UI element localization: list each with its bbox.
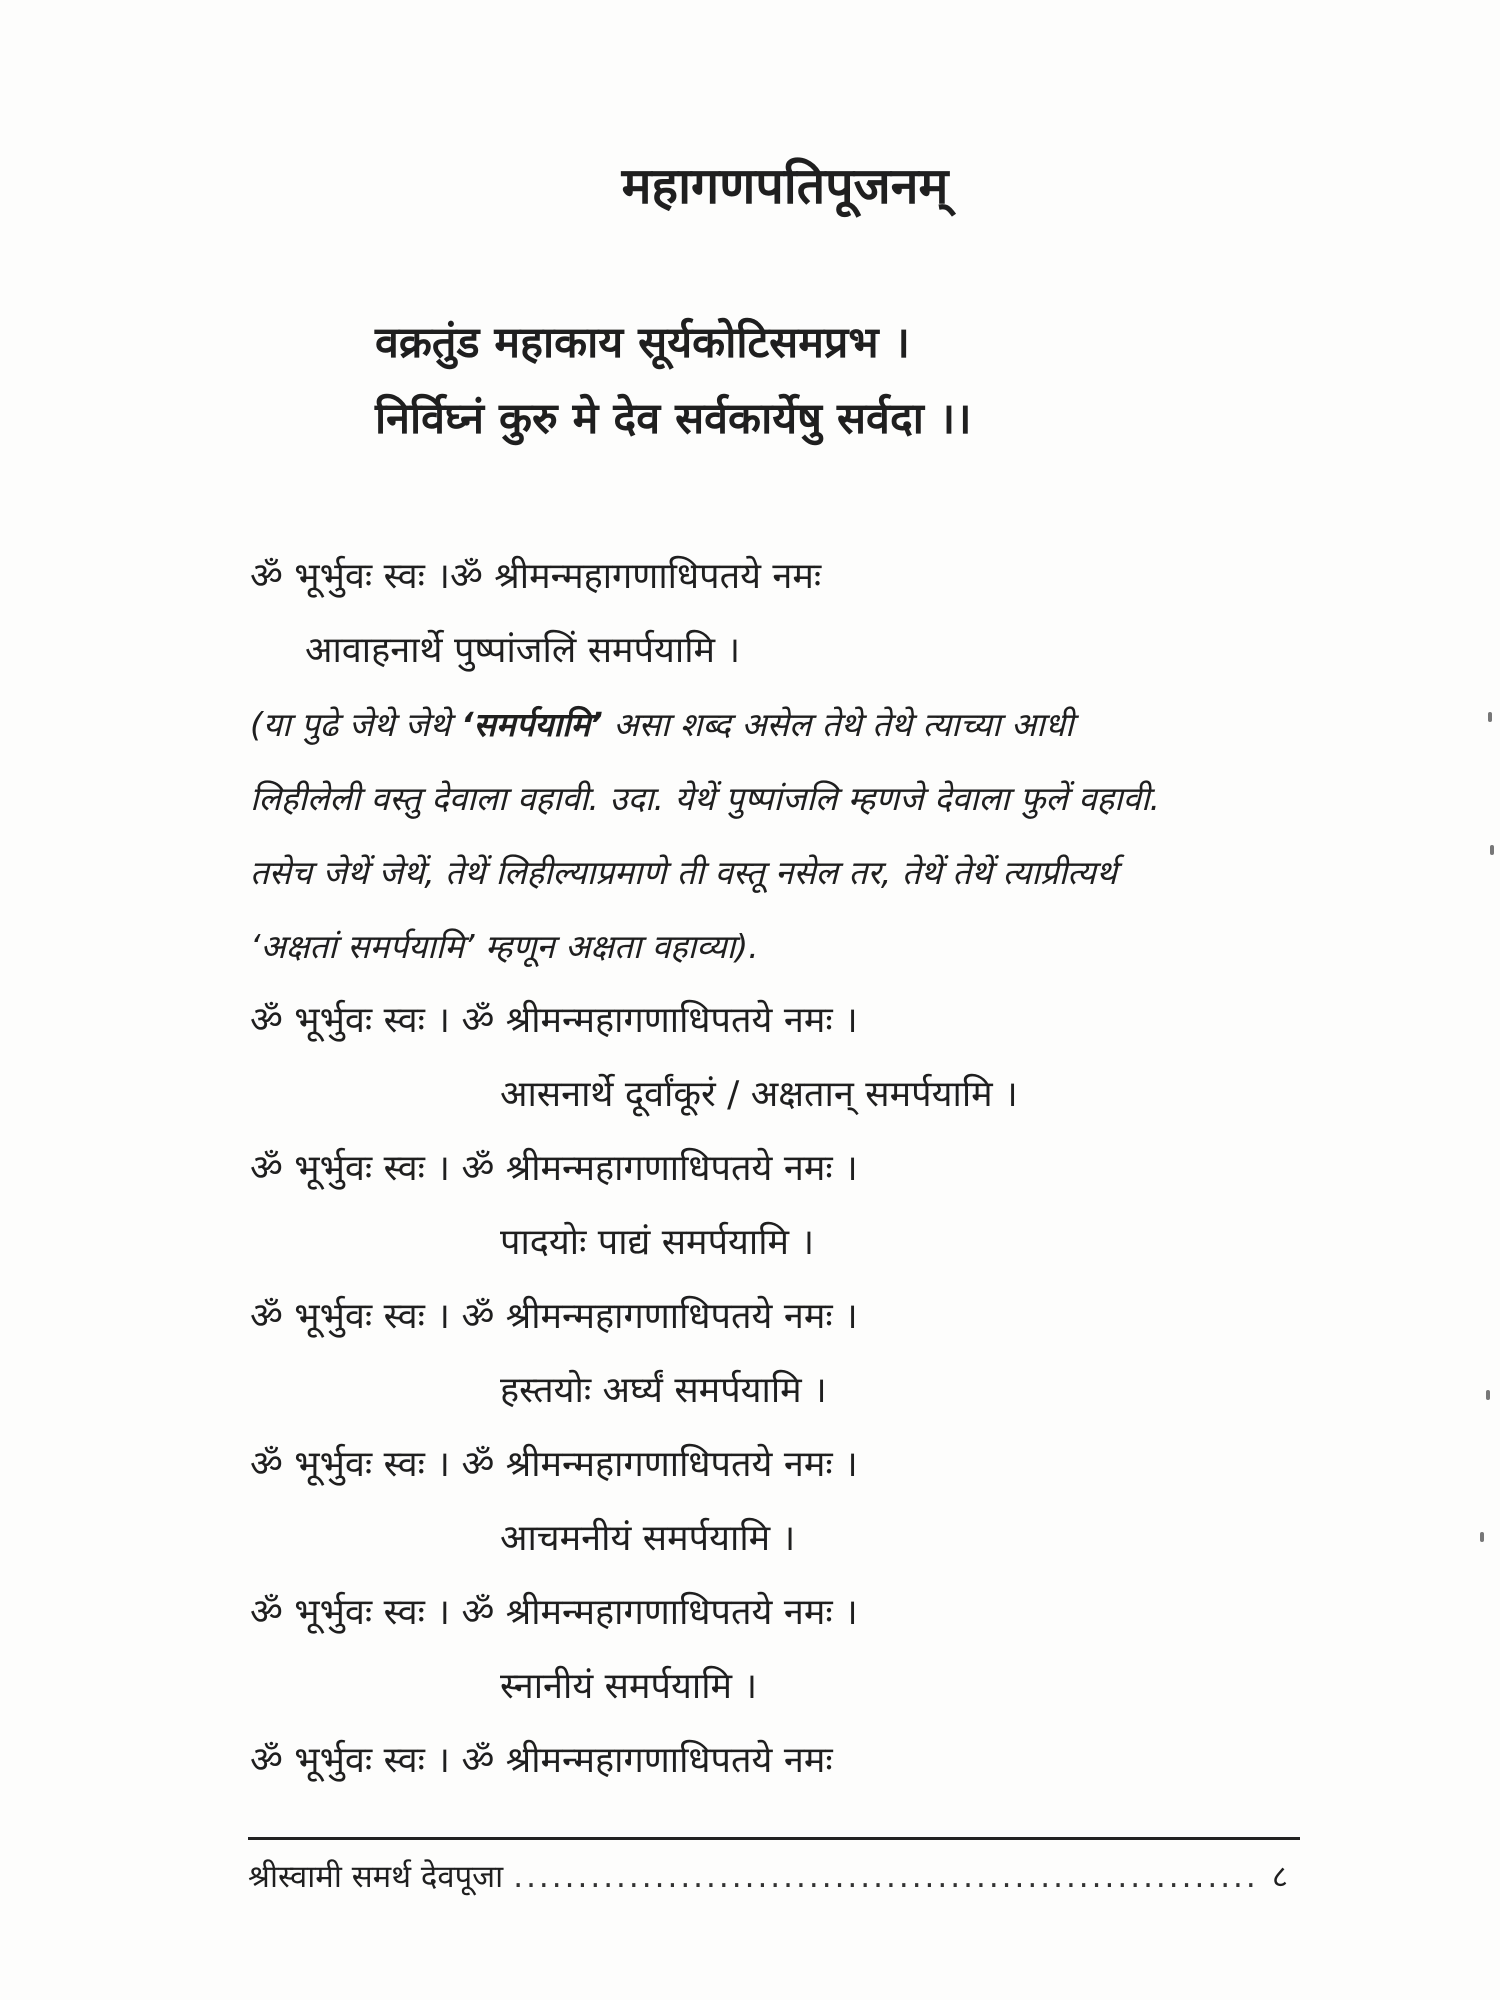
page-footer [248, 1855, 1288, 1897]
page-title: महागणपतिपूजनम् [621, 157, 949, 215]
scan-speck [1480, 1532, 1484, 1542]
offering-line: स्नानीयं समर्पयामि । [500, 1666, 758, 1707]
note-highlight-word: ‘समर्पयामि’ [461, 705, 603, 744]
offering-line: पादयोः पाद्यं समर्पयामि । [500, 1222, 815, 1263]
shloka-line-2: निर्विघ्नं कुरु मे देव सर्वकार्येषु सर्वदा ।। [375, 394, 972, 444]
invocation-line: ॐ भूर्भुवः स्वः । ॐ श्रीमन्महागणाधिपतये नमः । [250, 1444, 858, 1485]
scan-speck [1488, 712, 1492, 722]
invocation-line: ॐ भूर्भुवः स्वः । ॐ श्रीमन्महागणाधिपतये नमः । [250, 1000, 858, 1041]
footer-page-number: ८ [1271, 1859, 1288, 1895]
note-line-2: लिहीलेली वस्तु देवाला वहावी. उदा. येथें पुष्पांजलि म्हणजे देवाला फुलें वहावी. [250, 779, 1161, 818]
offering-line: आचमनीयं समर्पयामि । [500, 1518, 796, 1559]
note-line-4: ‘अक्षतां समर्पयामि’ म्हणून अक्षता वहाव्या). [250, 927, 759, 966]
note-line-1-end: असा शब्द असेल तेथे तेथे त्याच्या आधी [602, 705, 1074, 744]
scan-speck [1486, 1390, 1490, 1400]
invocation-line: ॐ भूर्भुवः स्वः । ॐ श्रीमन्महागणाधिपतये नमः । [250, 1592, 858, 1633]
offering-line: आवाहनार्थे पुष्पांजलिं समर्पयामि । [305, 630, 741, 671]
footer-dot-leader [513, 1859, 1262, 1895]
note-line-1 [250, 688, 1330, 762]
offering-line: आसनार्थे दूर्वांकूरं / अक्षतान् समर्पयामि । [500, 1074, 1018, 1115]
footer-divider [248, 1837, 1300, 1840]
instruction-note [250, 688, 1330, 984]
shloka-line-1: वक्रतुंड महाकाय सूर्यकोटिसमप्रभ । [375, 318, 910, 368]
puja-content [250, 540, 1330, 1798]
ganesh-shloka [375, 305, 972, 457]
invocation-line: ॐ भूर्भुवः स्वः । ॐ श्रीमन्महागणाधिपतये नमः । [250, 1296, 858, 1337]
footer-book-title: श्रीस्वामी समर्थ देवपूजा [248, 1859, 504, 1895]
offering-line: हस्तयोः अर्घ्यं समर्पयामि । [500, 1370, 827, 1411]
scan-speck [1490, 845, 1494, 855]
invocation-line: ॐ भूर्भुवः स्वः ।ॐ श्रीमन्महागणाधिपतये नमः [250, 556, 822, 597]
note-line-1-start: (या पुढे जेथे जेथे [250, 705, 461, 744]
invocation-line: ॐ भूर्भुवः स्वः । ॐ श्रीमन्महागणाधिपतये नमः । [250, 1148, 858, 1189]
invocation-line: ॐ भूर्भुवः स्वः । ॐ श्रीमन्महागणाधिपतये नमः [250, 1740, 833, 1781]
note-line-3: तसेच जेथें जेथें, तेथें लिहील्याप्रमाणे ती वस्तू नसेल तर, तेथें तेथें त्याप्रीत्यर्थ [250, 853, 1117, 892]
